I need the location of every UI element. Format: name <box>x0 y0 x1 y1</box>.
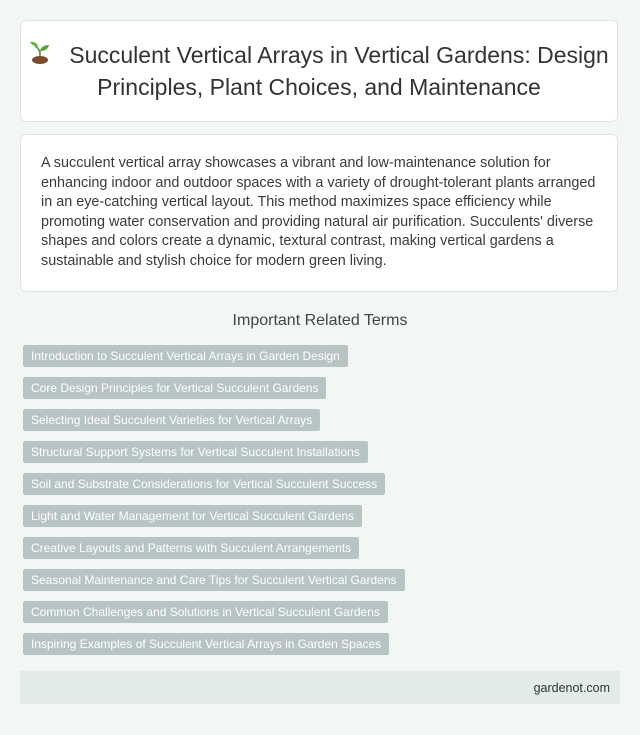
related-term-tag[interactable]: Selecting Ideal Succulent Varieties for Vertical Arrays <box>23 409 320 431</box>
footer-site-name[interactable]: gardenot.com <box>533 680 610 695</box>
related-term-tag[interactable]: Introduction to Succulent Vertical Arrays in Garden Design <box>23 345 348 367</box>
footer <box>20 671 620 704</box>
related-term-tag[interactable]: Structural Support Systems for Vertical Succulent Installations <box>23 441 368 463</box>
related-term-tag[interactable]: Creative Layouts and Patterns with Succulent Arrangements <box>23 537 359 559</box>
related-term-tag[interactable]: Inspiring Examples of Succulent Vertical Arrays in Garden Spaces <box>23 633 389 655</box>
related-term-tag[interactable]: Seasonal Maintenance and Care Tips for Succulent Vertical Gardens <box>23 569 405 591</box>
title-card <box>20 20 618 122</box>
related-term-tag[interactable]: Common Challenges and Solutions in Vertical Succulent Gardens <box>23 601 388 623</box>
page-title <box>21 39 617 103</box>
related-term-tag[interactable]: Soil and Substrate Considerations for Vertical Succulent Success <box>23 473 385 495</box>
summary-card <box>20 134 618 292</box>
seedling-icon <box>29 41 51 65</box>
related-term-tag[interactable]: Light and Water Management for Vertical Succulent Gardens <box>23 505 362 527</box>
page-title-text: Succulent Vertical Arrays in Vertical Gardens: Design Principles, Plant Choices, and Maintenance <box>69 42 609 100</box>
related-terms-heading: Important Related Terms <box>232 312 408 329</box>
related-term-tag[interactable]: Core Design Principles for Vertical Succulent Gardens <box>23 377 326 399</box>
related-terms-list <box>23 345 405 665</box>
summary-text: A succulent vertical array showcases a vibrant and low-maintenance solution for enhancing indoor and outdoor spaces with a variety of drought-tolerant plants arranged in an eye-catching vertical layout. This method maximizes space efficiency while promoting water conservation and providing natural air purification. Succulents' diverse shapes and colors create a dynamic, textural contrast, making vertical gardens a sustainable and stylish choice for modern green living. <box>41 155 596 269</box>
